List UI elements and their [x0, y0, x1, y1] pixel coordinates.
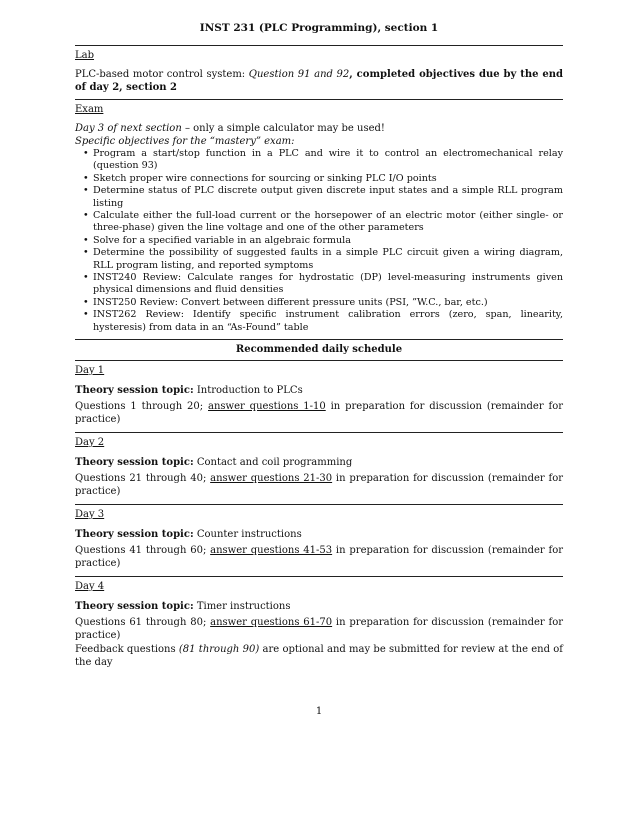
topic-label: Theory session topic:	[75, 601, 194, 613]
lab-text-suffix: , completed objectives due by the end of day 2, section 2	[75, 69, 564, 93]
objective-item: • Determine the possibility of suggested faults in a simple PLC circuit given a wiring diagram, RLL program listing, and reported symptoms	[93, 247, 563, 272]
objectives-intro: Specific objectives for the “mastery” exam:	[75, 136, 295, 147]
answer-questions: answer questions 41-53	[210, 545, 333, 557]
day-block-2	[75, 433, 563, 504]
day-label: Day 3	[75, 509, 105, 521]
objectives-list	[75, 148, 563, 334]
topic-label: Theory session topic:	[75, 529, 194, 541]
feedback-suffix: are optional and may be submitted for review at the end of the day	[75, 644, 564, 669]
theory-topic	[75, 456, 563, 469]
document-page	[75, 22, 563, 675]
topic-text: Introduction to PLCs	[196, 385, 303, 397]
answer-questions: answer questions 1-10	[208, 401, 326, 413]
questions-prefix: Questions 1 through 20;	[75, 401, 209, 413]
theory-topic	[75, 600, 563, 613]
page-number: 1	[315, 706, 323, 717]
questions-line	[75, 472, 563, 498]
objective-item: • INST262 Review: Identify specific instrument calibration errors (zero, span, linearity, hysteresis) from data in an “As-Found” table	[93, 309, 563, 334]
exam-when-day: Day 3 of next section	[75, 123, 182, 134]
day-label: Day 4	[75, 581, 105, 593]
topic-text: Timer instructions	[196, 601, 291, 613]
objective-item: • INST250 Review: Convert between different pressure units (PSI, ”W.C., bar, etc.)	[93, 297, 563, 309]
feedback-range: (81 through 90)	[178, 644, 260, 656]
objective-item: • Sketch proper wire connections for sourcing or sinking PLC I/O points	[93, 173, 563, 185]
feedback-prefix: Feedback questions	[75, 644, 179, 656]
questions-suffix: in preparation for discussion (remainder for practice)	[75, 617, 564, 642]
objective-item: • INST240 Review: Calculate ranges for hydrostatic (DP) level-measuring instruments given physical dimensions and fluid densities	[93, 272, 563, 297]
page-title: INST 231 (PLC Programming), section 1	[199, 22, 439, 34]
theory-topic	[75, 528, 563, 541]
objective-item: • Solve for a specified variable in an algebraic formula	[93, 235, 563, 247]
day-block-4	[75, 577, 563, 675]
day-block-3	[75, 505, 563, 576]
objective-item: • Calculate either the full-load current or the horsepower of an electric motor (either single- or three-phase) given the line voltage and one of the other parameters	[93, 210, 563, 235]
answer-questions: answer questions 61-70	[210, 617, 333, 629]
exam-when	[75, 122, 563, 135]
topic-label: Theory session topic:	[75, 457, 194, 469]
answer-questions: answer questions 21-30	[210, 473, 333, 485]
questions-prefix: Questions 41 through 60;	[75, 545, 211, 557]
exam-when-suffix: – only a simple calculator may be used!	[181, 123, 385, 134]
lab-text	[75, 68, 563, 94]
feedback-line	[75, 643, 563, 669]
day-label: Day 2	[75, 437, 105, 449]
questions-suffix: in preparation for discussion (remainder for practice)	[75, 401, 563, 426]
topic-text: Counter instructions	[196, 529, 302, 541]
lab-label: Lab	[75, 50, 95, 61]
objective-item: • Determine status of PLC discrete output given discrete input states and a simple RLL program listing	[93, 185, 563, 210]
questions-suffix: in preparation for discussion (remainder for practice)	[75, 473, 564, 498]
lab-questions: Question 91 and 92	[248, 69, 350, 80]
lab-text-prefix: PLC-based motor control system:	[75, 69, 249, 80]
schedule-heading: Recommended daily schedule	[235, 344, 403, 356]
exam-section	[75, 100, 563, 339]
day-label: Day 1	[75, 365, 105, 377]
theory-topic	[75, 384, 563, 397]
questions-suffix: in preparation for discussion (remainder for practice)	[75, 545, 564, 570]
objective-item: • Program a start/stop function in a PLC and wire it to control an electromechanical relay (question 93)	[93, 148, 563, 173]
questions-line	[75, 400, 563, 426]
exam-label: Exam	[75, 104, 104, 115]
day-block-1	[75, 361, 563, 432]
topic-text: Contact and coil programming	[196, 457, 353, 469]
questions-line	[75, 544, 563, 570]
lab-section	[75, 46, 563, 99]
questions-prefix: Questions 61 through 80;	[75, 617, 211, 629]
questions-line	[75, 616, 563, 642]
topic-label: Theory session topic:	[75, 385, 194, 397]
questions-prefix: Questions 21 through 40;	[75, 473, 211, 485]
